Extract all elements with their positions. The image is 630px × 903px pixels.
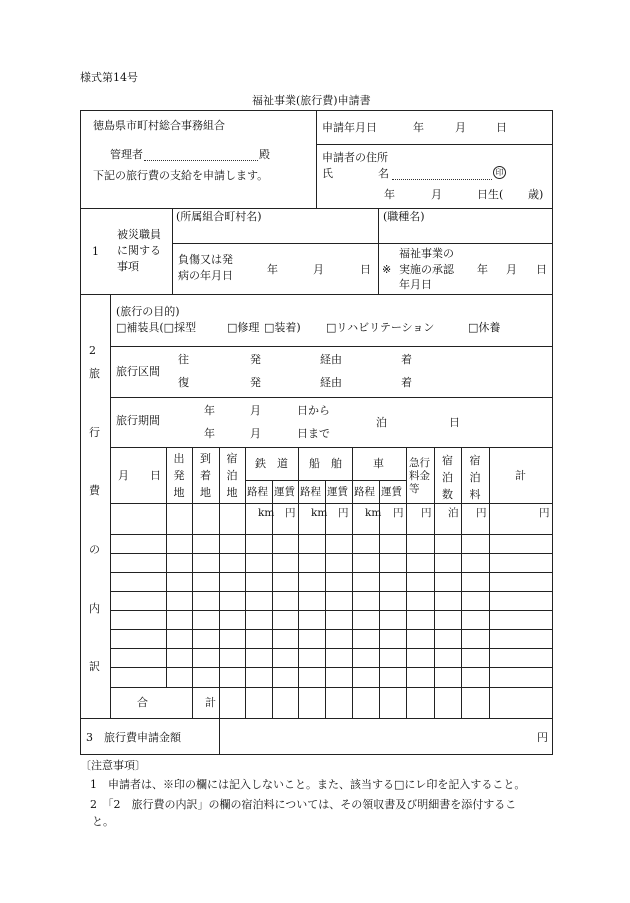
- period-to-month-unit: 月: [250, 427, 261, 440]
- applicant-name-field[interactable]: [392, 179, 492, 180]
- request-amount-label: 3 旅行費申請金額: [86, 731, 181, 744]
- period-to-year-unit: 年: [204, 427, 215, 440]
- unit-car-km: km: [365, 507, 382, 519]
- col-departure: 出 発 地: [173, 452, 185, 499]
- col-car: 車: [373, 457, 384, 470]
- section1-number: 1: [92, 245, 99, 258]
- col-ship-fare: 運賃: [327, 486, 348, 498]
- apply-date-label: 申請年月日: [322, 121, 377, 134]
- apply-day-unit: 日: [496, 121, 507, 134]
- route-out-arrive: 着: [401, 353, 412, 366]
- manager-name-field[interactable]: [144, 160, 258, 161]
- unit-car-yen: 円: [393, 507, 404, 519]
- injury-day-unit: 日: [360, 263, 371, 276]
- section1-label-line3: 事項: [117, 260, 139, 273]
- birth-year-unit: 年: [384, 188, 395, 201]
- injury-year-unit: 年: [267, 263, 278, 276]
- unit-rail-yen: 円: [285, 507, 296, 519]
- section1-label-line2: に関する: [117, 244, 161, 257]
- name-label-uji: 氏: [322, 167, 333, 180]
- purpose-option-rest[interactable]: □休養: [468, 321, 501, 334]
- apply-year-unit: 年: [413, 121, 424, 134]
- col-car-fare: 運賃: [381, 486, 402, 498]
- name-label-mei: 名: [378, 167, 389, 180]
- col-lodging-nights: 宿 泊 数: [442, 454, 453, 501]
- period-to-day-unit: 日まで: [297, 427, 330, 440]
- approval-date-label-line2: 実施の承認: [399, 263, 454, 276]
- col-express-line1: 急行: [409, 457, 430, 469]
- section2-char-3: 費: [89, 484, 100, 497]
- route-inbound: 復: [178, 376, 189, 389]
- unit-ship-km: km: [311, 507, 328, 519]
- period-days-unit: 日: [449, 416, 460, 429]
- manager-label: 管理者: [110, 148, 143, 161]
- birth-month-unit: 月: [431, 188, 442, 201]
- section2-number: 2: [89, 344, 96, 357]
- col-car-distance: 路程: [354, 486, 375, 498]
- form-number: 様式第14号: [80, 71, 138, 84]
- col-arrival: 到 着 地: [200, 452, 211, 499]
- approval-year-unit: 年: [477, 263, 488, 276]
- route-in-via: 経由: [320, 376, 342, 389]
- col-railway: 鉄 道: [255, 457, 288, 470]
- col-month: 月: [118, 469, 129, 482]
- apply-month-unit: 月: [455, 121, 466, 134]
- col-lodging-place: 宿 泊 地: [226, 452, 238, 499]
- route-out-via: 経由: [320, 353, 342, 366]
- note-2-line2: と。: [92, 815, 114, 828]
- purpose-label: (旅行の目的): [116, 305, 180, 318]
- purpose-option-fitting[interactable]: □装着): [264, 321, 301, 334]
- birth-day-unit: 日生(: [477, 188, 504, 201]
- section2-char-1: 旅: [89, 367, 100, 380]
- col-day: 日: [150, 469, 161, 482]
- col-ship-distance: 路程: [300, 486, 321, 498]
- affiliation-label: (所属組合町村名): [176, 210, 262, 223]
- form-title: 福祉事業(旅行費)申請書: [252, 94, 371, 107]
- notes-heading: 〔注意事項〕: [80, 759, 146, 772]
- unit-rail-km: km: [258, 507, 275, 519]
- route-out-depart: 発: [250, 353, 261, 366]
- period-nights-unit: 泊: [376, 416, 387, 429]
- job-type-label: (職種名): [383, 210, 425, 223]
- col-express-line3: 等: [409, 483, 420, 495]
- injury-date-label-line1: 負傷又は発: [178, 253, 233, 266]
- period-from-day-unit: 日から: [297, 404, 330, 417]
- request-text: 下記の旅行費の支給を申請します。: [93, 169, 269, 182]
- section1-label-line1: 被災職員: [117, 228, 161, 241]
- approval-date-label-line1: 福祉事業の: [399, 247, 454, 260]
- address-label: 申請者の住所: [322, 151, 388, 164]
- section2-char-6: 訳: [89, 660, 100, 673]
- total-row-label-a: 合: [137, 696, 148, 709]
- purpose-option-prosthesis[interactable]: □補装具(□採型: [116, 321, 197, 334]
- unit-nights: 泊: [448, 507, 459, 519]
- period-label: 旅行期間: [116, 414, 160, 427]
- period-from-year-unit: 年: [204, 404, 215, 417]
- office-use-mark: ※: [382, 263, 392, 276]
- seal-mark: 印: [493, 166, 506, 179]
- unit-express-yen: 円: [421, 507, 432, 519]
- unit-fee-yen: 円: [476, 507, 487, 519]
- union-name: 徳島県市町村総合事務組合: [93, 119, 225, 132]
- section2-char-4: の: [89, 543, 100, 556]
- dono-label: 殿: [259, 148, 270, 161]
- approval-date-label-line3: 年月日: [399, 278, 432, 291]
- purpose-option-rehabilitation[interactable]: □リハビリテーション: [326, 321, 435, 334]
- note-2-line1: 2 「2 旅行費の内訳」の欄の宿泊料については、その領収書及び明細書を添付するこ: [90, 798, 517, 811]
- approval-day-unit: 日: [536, 263, 547, 276]
- age-unit: 歳): [528, 188, 544, 201]
- total-row-label-b: 計: [205, 696, 216, 709]
- injury-date-label-line2: 病の年月日: [178, 269, 233, 282]
- purpose-option-repair[interactable]: □修理: [227, 321, 260, 334]
- section2-char-5: 内: [89, 602, 100, 615]
- approval-month-unit: 月: [506, 263, 517, 276]
- note-1: 1 申請者は、※印の欄には記入しないこと。また、該当する□にレ印を記入すること。: [90, 778, 526, 791]
- route-outbound: 往: [178, 353, 189, 366]
- col-express-line2: 料金: [409, 470, 430, 482]
- route-in-depart: 発: [250, 376, 261, 389]
- col-lodging-fee: 宿 泊 料: [469, 454, 481, 501]
- route-in-arrive: 着: [401, 376, 412, 389]
- section2-char-2: 行: [89, 426, 100, 439]
- request-amount-yen: 円: [537, 731, 548, 744]
- period-from-month-unit: 月: [250, 404, 261, 417]
- unit-total-yen: 円: [539, 507, 550, 519]
- route-label: 旅行区間: [116, 365, 160, 378]
- injury-month-unit: 月: [313, 263, 324, 276]
- col-rail-fare: 運賃: [274, 486, 295, 498]
- unit-ship-yen: 円: [338, 507, 349, 519]
- col-rail-distance: 路程: [247, 486, 268, 498]
- col-total: 計: [515, 469, 526, 482]
- col-ship: 船 舶: [309, 457, 342, 470]
